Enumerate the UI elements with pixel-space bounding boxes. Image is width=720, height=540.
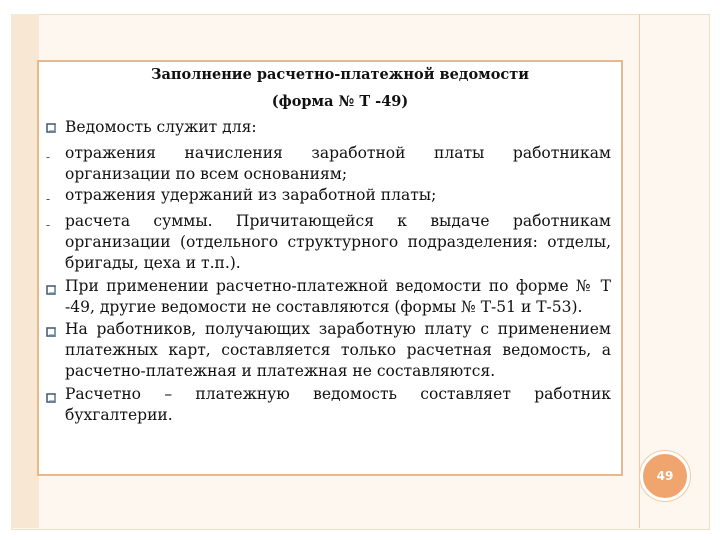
decor-vertical-line xyxy=(639,14,640,528)
list-item-payment-cards: На работников, получающих заработную плату с применением платежных карт, составляется только расчетная ведомость, а расчетно-платежная и платежная не составляются. xyxy=(65,320,611,380)
list-item-purpose: Ведомость служит для: xyxy=(65,118,257,136)
checkbox-bullet-icon xyxy=(45,388,57,406)
page-number-badge: 49 xyxy=(640,451,690,501)
dash-bullet: - xyxy=(46,218,51,232)
slide-subtitle: (форма № Т -49) xyxy=(271,93,409,110)
list-item-t49-usage: При применении расчетно-платежной ведомости по форме № Т -49, другие ведомости не составляются (формы № Т-51 и Т-53). xyxy=(65,277,611,316)
list-item-accrual: отражения начисления заработной платы работникам организации по всем основаниям; xyxy=(65,144,611,183)
list-item-compiler: Расчетно – платежную ведомость составляет работник бухгалтерии. xyxy=(65,385,611,424)
list-item-payout-sum: расчета суммы. Причитающейся к выдаче работникам организации (отдельного структурного подразделения: отделы, бригады, цеха и т.п.). xyxy=(65,212,611,272)
checkbox-bullet-icon xyxy=(45,118,57,136)
slide-title: Заполнение расчетно-платежной ведомости xyxy=(151,66,529,83)
checkbox-bullet-icon xyxy=(45,322,57,340)
checkbox-bullet-icon xyxy=(45,280,57,298)
dash-bullet: - xyxy=(46,192,51,206)
list-item-deductions: отражения удержаний из заработной платы; xyxy=(65,186,437,204)
left-decor-strip xyxy=(11,14,39,528)
dash-bullet: - xyxy=(46,150,51,164)
